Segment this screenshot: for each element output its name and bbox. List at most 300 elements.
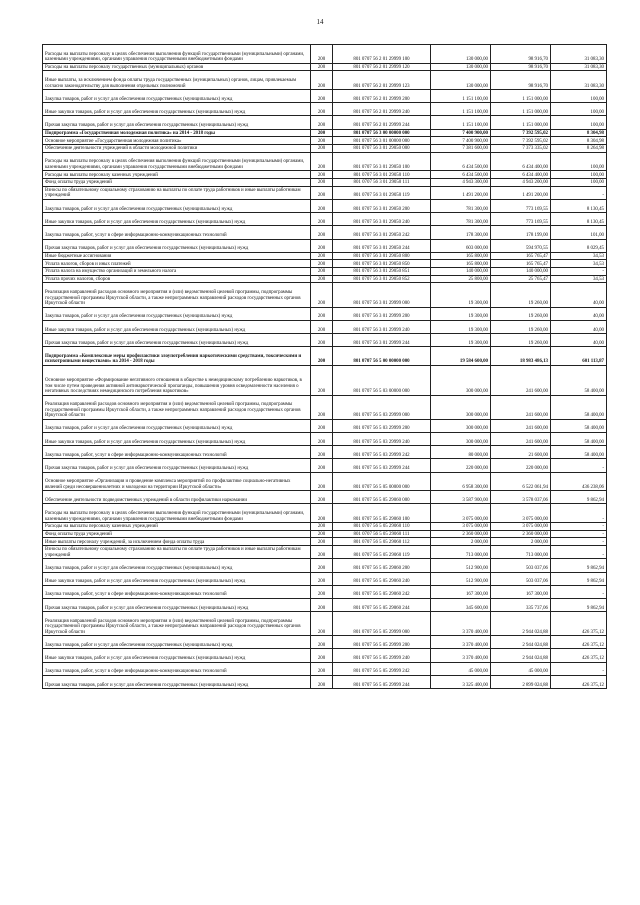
row-article-cell: 801 0707 56 5 05 29060 111 — [333, 530, 431, 538]
row-rest-cell: 8 304,98 — [551, 137, 607, 145]
row-name-cell: Основное мероприятие «Организация и проведение комплекса мероприятий по профилактике социально-негативных явлений среди несовершеннолетних и молодежи на территории Иркутской области» — [43, 472, 311, 491]
row-plan-cell: 165 800,00 — [431, 260, 491, 268]
row-plan-cell: 713 000,00 — [431, 546, 491, 559]
row-fact-cell: 503 037,06 — [491, 559, 551, 572]
row-article-cell: 801 0707 56 3 01 29050 240 — [333, 213, 431, 226]
row-article-cell: 801 0707 56 2 01 29999 123 — [333, 71, 431, 90]
row-name-cell: Уплата налогов, сборов и иных платежей — [43, 260, 311, 268]
row-fact-cell: 45 000,00 — [491, 662, 551, 675]
table-row — [43, 239, 607, 252]
table-row — [43, 491, 607, 504]
row-fact-cell: 773 169,55 — [491, 213, 551, 226]
row-rest-cell: 31 083,30 — [551, 63, 607, 71]
row-name-cell: Закупка товаров, работ, услуг в сфере информационно-коммуникационных технологий — [43, 662, 311, 675]
row-fact-cell: 3 075 000,00 — [491, 504, 551, 523]
row-name-cell: Прочая закупка товаров, работ и услуг для обеспечения государственных (муниципальных) нужд — [43, 675, 311, 688]
table-row — [43, 171, 607, 179]
row-code-cell: 200 — [311, 320, 333, 333]
row-rest-cell: 436 238,06 — [551, 472, 607, 491]
row-fact-cell: 241 600,00 — [491, 419, 551, 432]
row-code-cell: 200 — [311, 523, 333, 531]
row-name-cell: Реализация направлений расходов основного мероприятия и (или) ведомственной целевой программы, подпрограммы государственной программы Иркутской области, а также непрограммных направлений расходов государственных органов Иркутской области — [43, 395, 311, 419]
row-name-cell: Реализация направлений расходов основного мероприятия и (или) ведомственной целевой программы, подпрограммы государственной программы Иркутской области, а также непрограммных направлений расходов государственных органов Иркутской области — [43, 283, 311, 307]
table-body — [43, 45, 607, 689]
row-rest-cell: - — [551, 268, 607, 276]
row-rest-cell: - — [551, 585, 607, 598]
table-row — [43, 63, 607, 71]
row-rest-cell: 100,00 — [551, 179, 607, 187]
row-name-cell: Расходы на выплаты персоналу в целях обеспечения выполнения функций государственными (муниципальными) органами, казенными учреждениями, органами управления государственными внебюджетными фондами — [43, 152, 311, 171]
row-plan-cell: 7 400 900,00 — [431, 129, 491, 137]
row-code-cell: 200 — [311, 268, 333, 276]
table-row — [43, 559, 607, 572]
row-plan-cell: 7 400 900,00 — [431, 137, 491, 145]
row-rest-cell: - — [551, 504, 607, 523]
row-fact-cell: 2 944 024,88 — [491, 636, 551, 649]
row-article-cell: 801 0707 56 5 05 29999 200 — [333, 636, 431, 649]
row-name-cell: Фонд оплаты труда учреждений — [43, 179, 311, 187]
row-name-cell: Прочая закупка товаров, работ и услуг для обеспечения государственных (муниципальных) нужд — [43, 334, 311, 347]
row-rest-cell: - — [551, 546, 607, 559]
row-plan-cell: 300 000,00 — [431, 365, 491, 395]
row-name-cell: Подпрограмма «Государственная молодежная политика» на 2014 - 2018 годы — [43, 129, 311, 137]
row-plan-cell: 603 000,00 — [431, 239, 491, 252]
row-rest-cell: 9 862,94 — [551, 491, 607, 504]
row-article-cell: 801 0707 56 5 05 29060 240 — [333, 572, 431, 585]
row-code-cell: 200 — [311, 504, 333, 523]
row-fact-cell: 2 944 024,88 — [491, 649, 551, 662]
table-row — [43, 268, 607, 276]
row-plan-cell: 781 300,00 — [431, 213, 491, 226]
table-row — [43, 71, 607, 90]
table-row — [43, 145, 607, 153]
row-plan-cell: 7 381 600,00 — [431, 145, 491, 153]
row-fact-cell: 6 522 061,94 — [491, 472, 551, 491]
row-plan-cell: 1 151 100,00 — [431, 116, 491, 129]
row-name-cell: Закупка товаров, работ, услуг в сфере информационно-коммуникационных технологий — [43, 446, 311, 459]
row-rest-cell: 34,53 — [551, 275, 607, 283]
row-rest-cell: 100,00 — [551, 171, 607, 179]
row-name-cell: Иные выплаты персоналу учреждений, за исключением фонда оплаты труда — [43, 538, 311, 546]
row-article-cell: 801 0707 56 2 01 29999 120 — [333, 63, 431, 71]
table-row — [43, 213, 607, 226]
row-plan-cell: 2 360 000,00 — [431, 530, 491, 538]
row-code-cell: 200 — [311, 491, 333, 504]
table-row — [43, 129, 607, 137]
row-code-cell: 200 — [311, 459, 333, 472]
row-name-cell: Закупка товаров, работ и услуг для обеспечения государственных (муниципальных) нужд — [43, 90, 311, 103]
row-name-cell: Фонд оплаты труда учреждений — [43, 530, 311, 538]
row-article-cell: 801 0707 56 3 01 29999 200 — [333, 307, 431, 320]
row-article-cell: 801 0707 56 5 03 29999 200 — [333, 419, 431, 432]
row-name-cell: Иные выплаты, за исключением фонда оплаты труда государственных (муниципальных) органов, лицам, привлекаемым согласно законодательству для выполнения отдельных полномочий — [43, 71, 311, 90]
row-code-cell: 200 — [311, 598, 333, 611]
row-rest-cell: 40,00 — [551, 334, 607, 347]
row-name-cell: Иные закупки товаров, работ и услуг для обеспечения государственных (муниципальных) нужд — [43, 649, 311, 662]
row-code-cell: 200 — [311, 152, 333, 171]
row-code-cell: 200 — [311, 260, 333, 268]
row-rest-cell: - — [551, 459, 607, 472]
row-name-cell: Подпрограмма «Комплексные меры профилактики злоупотребления наркотическими средствами, токсическими и психотропными веществами» на 2014 - 2018 годы — [43, 347, 311, 366]
table-row — [43, 45, 607, 64]
row-fact-cell: 19 260,00 — [491, 283, 551, 307]
table-row — [43, 598, 607, 611]
row-code-cell: 200 — [311, 90, 333, 103]
row-rest-cell: - — [551, 186, 607, 199]
row-fact-cell: 503 037,06 — [491, 572, 551, 585]
row-rest-cell: 58 400,00 — [551, 419, 607, 432]
row-code-cell: 200 — [311, 137, 333, 145]
row-article-cell: 801 0707 56 3 01 29050 852 — [333, 275, 431, 283]
row-rest-cell: 40,00 — [551, 320, 607, 333]
row-code-cell: 200 — [311, 129, 333, 137]
row-plan-cell: 300 000,00 — [431, 432, 491, 445]
row-code-cell: 200 — [311, 63, 333, 71]
row-rest-cell: 9 862,94 — [551, 598, 607, 611]
row-article-cell: 801 0707 56 3 01 29050 851 — [333, 268, 431, 276]
row-plan-cell: 178 300,00 — [431, 226, 491, 239]
row-rest-cell: 8 029,45 — [551, 239, 607, 252]
row-fact-cell: 2 000,00 — [491, 538, 551, 546]
row-rest-cell: 31 083,30 — [551, 45, 607, 64]
table-row — [43, 260, 607, 268]
row-article-cell: 801 0707 56 5 05 29999 240 — [333, 649, 431, 662]
row-rest-cell: 40,00 — [551, 283, 607, 307]
row-rest-cell: 601 113,87 — [551, 347, 607, 366]
row-plan-cell: 140 000,00 — [431, 268, 491, 276]
row-article-cell: 801 0707 56 5 05 29060 119 — [333, 546, 431, 559]
row-plan-cell: 3 370 400,00 — [431, 649, 491, 662]
table-row — [43, 226, 607, 239]
row-code-cell: 200 — [311, 307, 333, 320]
row-plan-cell: 165 800,00 — [431, 252, 491, 260]
row-code-cell: 200 — [311, 612, 333, 636]
row-plan-cell: 130 000,00 — [431, 63, 491, 71]
row-code-cell: 200 — [311, 649, 333, 662]
row-rest-cell: 40,00 — [551, 307, 607, 320]
row-name-cell: Закупка товаров, работ и услуг для обеспечения государственных (муниципальных) нужд — [43, 419, 311, 432]
table-row — [43, 572, 607, 585]
row-fact-cell: 335 737,06 — [491, 598, 551, 611]
table-row — [43, 103, 607, 116]
row-fact-cell: 178 199,00 — [491, 226, 551, 239]
row-article-cell: 801 0707 56 5 03 00000 000 — [333, 365, 431, 395]
row-plan-cell: 45 000,00 — [431, 662, 491, 675]
table-row — [43, 252, 607, 260]
row-article-cell: 801 0707 56 3 01 29050 244 — [333, 239, 431, 252]
row-code-cell: 200 — [311, 239, 333, 252]
row-fact-cell: 1 491 200,00 — [491, 186, 551, 199]
row-article-cell: 801 0707 56 5 05 29060 100 — [333, 504, 431, 523]
row-name-cell: Иные закупки товаров, работ и услуг для обеспечения государственных (муниципальных) нужд — [43, 432, 311, 445]
row-plan-cell: 19 584 600,00 — [431, 347, 491, 366]
row-fact-cell: 165 765,47 — [491, 260, 551, 268]
row-plan-cell: 130 000,00 — [431, 71, 491, 90]
row-plan-cell: 167 300,00 — [431, 585, 491, 598]
row-fact-cell: 19 260,00 — [491, 334, 551, 347]
row-name-cell: Иные закупки товаров, работ и услуг для обеспечения государственных (муниципальных) нужд — [43, 572, 311, 585]
row-article-cell: 801 0707 56 5 05 29060 112 — [333, 538, 431, 546]
row-fact-cell: 713 000,00 — [491, 546, 551, 559]
row-article-cell: 801 0707 56 3 01 29050 110 — [333, 171, 431, 179]
row-rest-cell: 426 375,12 — [551, 612, 607, 636]
table-row — [43, 446, 607, 459]
row-fact-cell: 7 373 335,02 — [491, 145, 551, 153]
row-plan-cell: 6 958 300,00 — [431, 472, 491, 491]
row-plan-cell: 19 300,00 — [431, 283, 491, 307]
row-name-cell: Закупка товаров, работ и услуг для обеспечения государственных (муниципальных) нужд — [43, 307, 311, 320]
table-row — [43, 675, 607, 688]
table-row — [43, 472, 607, 491]
row-name-cell: Прочая закупка товаров, работ и услуг для обеспечения государственных (муниципальных) нужд — [43, 459, 311, 472]
row-code-cell: 200 — [311, 116, 333, 129]
budget-execution-table — [42, 44, 607, 689]
row-fact-cell: 140 000,00 — [491, 268, 551, 276]
row-code-cell: 200 — [311, 636, 333, 649]
row-code-cell: 200 — [311, 446, 333, 459]
row-code-cell: 200 — [311, 662, 333, 675]
row-fact-cell: 3 578 037,06 — [491, 491, 551, 504]
row-name-cell: Обеспечение деятельности подведомственных учреждений в области профилактики наркомании — [43, 491, 311, 504]
row-plan-cell: 19 300,00 — [431, 320, 491, 333]
row-fact-cell: 2 360 000,00 — [491, 530, 551, 538]
row-article-cell: 801 0707 56 2 01 29999 200 — [333, 90, 431, 103]
table-row — [43, 334, 607, 347]
row-code-cell: 200 — [311, 585, 333, 598]
row-article-cell: 801 0707 56 2 01 29999 244 — [333, 116, 431, 129]
row-rest-cell: 100,00 — [551, 152, 607, 171]
row-article-cell: 801 0707 56 5 03 29999 244 — [333, 459, 431, 472]
row-article-cell: 801 0707 56 5 05 29060 000 — [333, 491, 431, 504]
row-name-cell: Взносы по обязательному социальному страхованию на выплаты по оплате труда работников и иные выплаты работникам учреждений — [43, 186, 311, 199]
row-fact-cell: 98 916,70 — [491, 71, 551, 90]
row-fact-cell: 4 943 200,00 — [491, 179, 551, 187]
row-rest-cell: 101,00 — [551, 226, 607, 239]
row-name-cell: Расходы на выплаты персоналу государственных (муниципальных) органов — [43, 63, 311, 71]
row-name-cell: Реализация направлений расходов основного мероприятия и (или) ведомственной целевой программы, подпрограммы государственной программы Иркутской области, а также непрограммных направлений расходов государственных органов Иркутской области — [43, 612, 311, 636]
row-rest-cell: - — [551, 530, 607, 538]
row-article-cell: 801 0707 56 5 03 29999 242 — [333, 446, 431, 459]
row-code-cell: 200 — [311, 213, 333, 226]
row-article-cell: 801 0707 56 5 05 00000 000 — [333, 472, 431, 491]
table-row — [43, 116, 607, 129]
row-fact-cell: 7 392 595,02 — [491, 137, 551, 145]
row-name-cell: Закупка товаров, работ и услуг для обеспечения государственных (муниципальных) нужд — [43, 636, 311, 649]
row-code-cell: 200 — [311, 365, 333, 395]
row-name-cell: Иные закупки товаров, работ и услуг для обеспечения государственных (муниципальных) нужд — [43, 103, 311, 116]
row-article-cell: 801 0707 56 2 01 29999 240 — [333, 103, 431, 116]
row-name-cell: Закупка товаров, работ и услуг для обеспечения государственных (муниципальных) нужд — [43, 559, 311, 572]
row-plan-cell: 4 943 300,00 — [431, 179, 491, 187]
row-name-cell: Иные закупки товаров, работ и услуг для обеспечения государственных (муниципальных) нужд — [43, 213, 311, 226]
row-plan-cell: 220 000,00 — [431, 459, 491, 472]
row-name-cell: Закупка товаров, работ, услуг в сфере информационно-коммуникационных технологий — [43, 226, 311, 239]
row-article-cell: 801 0707 56 3 01 29050 242 — [333, 226, 431, 239]
row-article-cell: 801 0707 56 3 00 00000 000 — [333, 129, 431, 137]
row-fact-cell: 25 765,47 — [491, 275, 551, 283]
row-article-cell: 801 0707 56 2 01 29999 100 — [333, 45, 431, 64]
row-code-cell: 200 — [311, 171, 333, 179]
row-plan-cell: 6 434 500,00 — [431, 171, 491, 179]
page-number: 14 — [316, 18, 324, 26]
table-row — [43, 275, 607, 283]
row-name-cell: Расходы на выплаты персоналу в целях обеспечения выполнения функций государственными (муниципальными) органами, казенными учреждениями, органами управления государственными внебюджетными фондами — [43, 504, 311, 523]
row-fact-cell: 21 600,00 — [491, 446, 551, 459]
row-rest-cell: 8 304,98 — [551, 129, 607, 137]
table-row — [43, 283, 607, 307]
row-rest-cell: 426 375,12 — [551, 675, 607, 688]
row-plan-cell: 1 151 100,00 — [431, 90, 491, 103]
row-name-cell: Иные закупки товаров, работ и услуг для обеспечения государственных (муниципальных) нужд — [43, 320, 311, 333]
row-fact-cell: 1 151 000,00 — [491, 103, 551, 116]
row-fact-cell: 3 075 000,00 — [491, 523, 551, 531]
row-article-cell: 801 0707 56 5 05 29060 242 — [333, 585, 431, 598]
row-plan-cell: 3 325 400,00 — [431, 675, 491, 688]
row-code-cell: 200 — [311, 103, 333, 116]
row-fact-cell: 1 151 000,00 — [491, 90, 551, 103]
row-name-cell: Закупка товаров, работ, услуг в сфере информационно-коммуникационных технологий — [43, 585, 311, 598]
row-fact-cell: 2 899 024,88 — [491, 675, 551, 688]
row-article-cell: 801 0707 56 5 03 29999 240 — [333, 432, 431, 445]
row-code-cell: 200 — [311, 538, 333, 546]
row-code-cell: 200 — [311, 559, 333, 572]
row-code-cell: 200 — [311, 199, 333, 212]
table-row — [43, 307, 607, 320]
row-article-cell: 801 0707 56 5 05 29999 242 — [333, 662, 431, 675]
row-rest-cell: 426 375,12 — [551, 636, 607, 649]
table-row — [43, 662, 607, 675]
row-name-cell: Расходы на выплаты персоналу казенных учреждений — [43, 523, 311, 531]
row-rest-cell: 34,53 — [551, 252, 607, 260]
row-name-cell: Обеспечение деятельности учреждений в области молодежной политики — [43, 145, 311, 153]
row-fact-cell: 241 600,00 — [491, 432, 551, 445]
row-plan-cell: 1 151 100,00 — [431, 103, 491, 116]
table-row — [43, 523, 607, 531]
row-plan-cell: 130 000,00 — [431, 45, 491, 64]
row-fact-cell: 98 916,70 — [491, 63, 551, 71]
row-plan-cell: 19 300,00 — [431, 334, 491, 347]
row-plan-cell: 3 370 400,00 — [431, 612, 491, 636]
row-code-cell: 200 — [311, 71, 333, 90]
row-fact-cell: 241 600,00 — [491, 395, 551, 419]
row-code-cell: 200 — [311, 572, 333, 585]
row-article-cell: 801 0707 56 3 01 29999 244 — [333, 334, 431, 347]
row-fact-cell: 6 434 400,00 — [491, 171, 551, 179]
row-rest-cell: 8 264,98 — [551, 145, 607, 153]
row-plan-cell: 781 300,00 — [431, 199, 491, 212]
row-fact-cell: 165 765,47 — [491, 252, 551, 260]
row-name-cell: Расходы на выплаты персоналу казенных учреждений — [43, 171, 311, 179]
row-rest-cell: 100,00 — [551, 90, 607, 103]
row-article-cell: 801 0707 56 5 05 29999 000 — [333, 612, 431, 636]
row-plan-cell: 512 900,00 — [431, 559, 491, 572]
row-rest-cell: 100,00 — [551, 103, 607, 116]
row-fact-cell: 220 000,00 — [491, 459, 551, 472]
table-row — [43, 395, 607, 419]
row-article-cell: 801 0707 56 5 05 29060 244 — [333, 598, 431, 611]
row-rest-cell: 58 400,00 — [551, 432, 607, 445]
table-row — [43, 546, 607, 559]
row-plan-cell: 3 587 900,00 — [431, 491, 491, 504]
row-code-cell: 200 — [311, 530, 333, 538]
row-code-cell: 200 — [311, 179, 333, 187]
row-rest-cell: - — [551, 662, 607, 675]
row-name-cell: Закупка товаров, работ и услуг для обеспечения государственных (муниципальных) нужд — [43, 199, 311, 212]
row-rest-cell: 9 862,94 — [551, 559, 607, 572]
row-rest-cell: 58 400,00 — [551, 395, 607, 419]
row-code-cell: 200 — [311, 275, 333, 283]
row-article-cell: 801 0707 56 5 05 29060 200 — [333, 559, 431, 572]
row-code-cell: 200 — [311, 226, 333, 239]
row-code-cell: 200 — [311, 347, 333, 366]
table-row — [43, 347, 607, 366]
row-rest-cell: 58 400,00 — [551, 446, 607, 459]
row-plan-cell: 3 075 000,00 — [431, 523, 491, 531]
row-name-cell: Прочая закупка товаров, работ и услуг для обеспечения государственных (муниципальных) нужд — [43, 598, 311, 611]
table-row — [43, 612, 607, 636]
row-plan-cell: 512 900,00 — [431, 572, 491, 585]
row-name-cell: Расходы на выплаты персоналу в целях обеспечения выполнения функций государственными (муниципальными) органами, казенными учреждениями, органами управления государственными внебюджетными фондами — [43, 45, 311, 64]
row-name-cell: Прочая закупка товаров, работ и услуг для обеспечения государственных (муниципальных) нужд — [43, 116, 311, 129]
table-row — [43, 432, 607, 445]
row-article-cell: 801 0707 56 3 01 29050 119 — [333, 186, 431, 199]
row-article-cell: 801 0707 56 5 05 29060 110 — [333, 523, 431, 531]
row-article-cell: 801 0707 56 5 00 00000 000 — [333, 347, 431, 366]
row-code-cell: 200 — [311, 432, 333, 445]
row-rest-cell: 100,00 — [551, 116, 607, 129]
row-plan-cell: 345 600,00 — [431, 598, 491, 611]
table-row — [43, 649, 607, 662]
row-article-cell: 801 0707 56 3 01 00000 000 — [333, 137, 431, 145]
row-article-cell: 801 0707 56 3 01 29999 240 — [333, 320, 431, 333]
row-fact-cell: 18 983 486,13 — [491, 347, 551, 366]
row-rest-cell: 34,53 — [551, 260, 607, 268]
row-name-cell: Уплата налога на имущество организаций и земельного налога — [43, 268, 311, 276]
row-plan-cell: 3 075 000,00 — [431, 504, 491, 523]
row-fact-cell: 1 151 000,00 — [491, 116, 551, 129]
row-rest-cell: 8 130,45 — [551, 199, 607, 212]
row-article-cell: 801 0707 56 3 01 29050 111 — [333, 179, 431, 187]
table-row — [43, 320, 607, 333]
row-rest-cell: 31 083,30 — [551, 71, 607, 90]
row-article-cell: 801 0707 56 3 01 29999 000 — [333, 283, 431, 307]
row-code-cell: 200 — [311, 145, 333, 153]
row-rest-cell: 426 375,12 — [551, 649, 607, 662]
table-row — [43, 538, 607, 546]
row-code-cell: 200 — [311, 334, 333, 347]
table-row — [43, 179, 607, 187]
row-fact-cell: 2 944 024,88 — [491, 612, 551, 636]
row-code-cell: 200 — [311, 472, 333, 491]
row-rest-cell: 8 130,45 — [551, 213, 607, 226]
row-article-cell: 801 0707 56 5 05 29999 244 — [333, 675, 431, 688]
row-name-cell: Иные бюджетные ассигнования — [43, 252, 311, 260]
row-article-cell: 801 0707 56 3 01 29050 100 — [333, 152, 431, 171]
row-fact-cell: 6 434 400,00 — [491, 152, 551, 171]
table-row — [43, 585, 607, 598]
row-code-cell: 200 — [311, 45, 333, 64]
row-code-cell: 200 — [311, 395, 333, 419]
row-fact-cell: 773 169,55 — [491, 199, 551, 212]
row-code-cell: 200 — [311, 419, 333, 432]
row-fact-cell: 7 392 595,02 — [491, 129, 551, 137]
table-row — [43, 186, 607, 199]
row-name-cell: Уплата прочих налогов, сборов — [43, 275, 311, 283]
row-plan-cell: 300 000,00 — [431, 395, 491, 419]
row-article-cell: 801 0707 56 3 01 29050 800 — [333, 252, 431, 260]
table-row — [43, 459, 607, 472]
row-plan-cell: 6 434 500,00 — [431, 152, 491, 171]
